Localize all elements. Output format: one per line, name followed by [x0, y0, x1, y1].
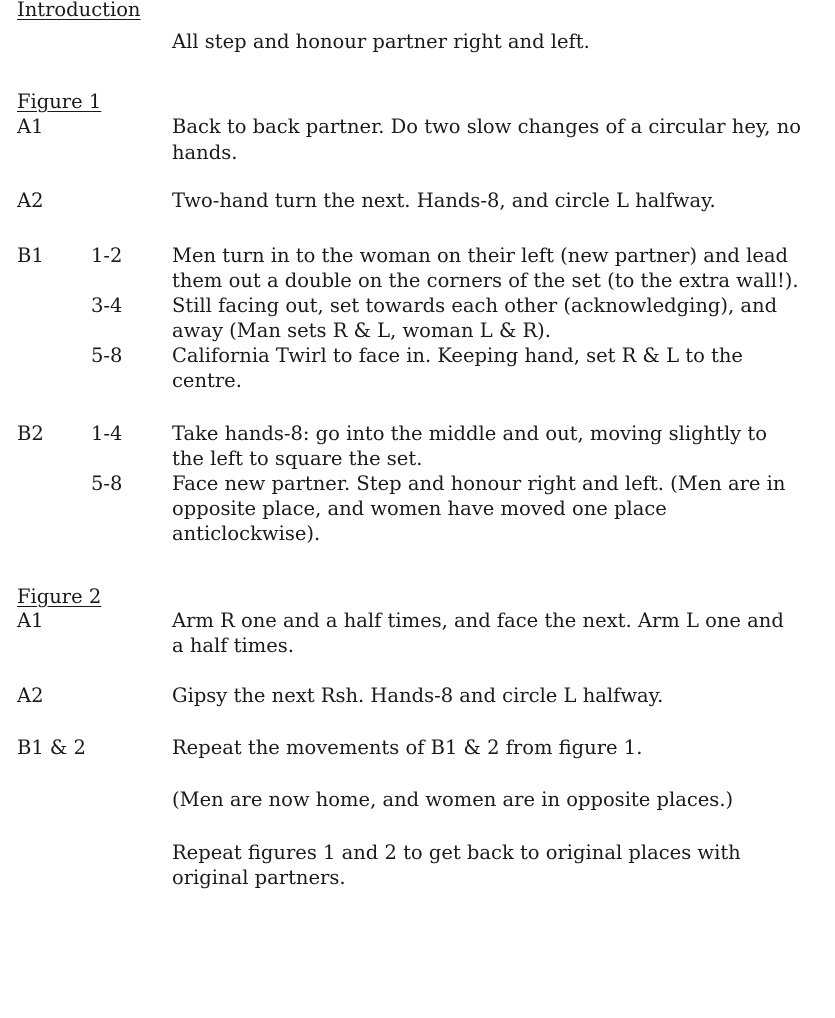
final-instruction-line-2: original partners. [172, 866, 346, 889]
figure-1-b1-bars-1-2: 1-2 [91, 244, 123, 267]
figure-1-b2-c2-line-2: opposite place, and women have moved one place [172, 497, 667, 520]
figure-1-b1-c1-line-1: Men turn in to the woman on their left (new partner) and lead [172, 244, 789, 267]
figure-1-b1-c2-line-2: away (Man sets R & L, woman L & R). [172, 319, 551, 342]
figure-2-heading: Figure 2 [17, 585, 102, 608]
figure-1-b1-bars-5-8: 5-8 [91, 344, 123, 367]
figure-2-a1-label: A1 [17, 609, 44, 632]
figure-1-b2-bars-5-8: 5-8 [91, 472, 123, 495]
figure-1-a1-line-2: hands. [172, 141, 238, 164]
figure-1-a1-line-1: Back to back partner. Do two slow changes of a circular hey, no [172, 115, 801, 138]
introduction-heading: Introduction [17, 0, 141, 21]
figure-1-b1-bars-3-4: 3-4 [91, 294, 123, 317]
figure-1-b2-c2-line-1: Face new partner. Step and honour right and left. (Men are in [172, 472, 786, 495]
figure-1-b2-label: B2 [17, 422, 44, 445]
figure-1-b2-c1-line-1: Take hands-8: go into the middle and out, moving slightly to [172, 422, 767, 445]
figure-1-b1-c3-line-2: centre. [172, 369, 242, 392]
figure-2-a1-line-1: Arm R one and a half times, and face the next. Arm L one and [172, 609, 784, 632]
figure-1-b2-bars-1-4: 1-4 [91, 422, 123, 445]
figure-2-a1-line-2: a half times. [172, 634, 294, 657]
figure-1-a2-label: A2 [17, 189, 44, 212]
figure-2-note: (Men are now home, and women are in opposite places.) [172, 788, 734, 811]
figure-1-b1-label: B1 [17, 244, 44, 267]
figure-2-b1-2-label: B1 & 2 [17, 736, 86, 759]
figure-1-a2-line-1: Two-hand turn the next. Hands-8, and circle L halfway. [172, 189, 716, 212]
figure-1-b2-c1-line-2: the left to square the set. [172, 447, 423, 470]
figure-2-b1-2-line-1: Repeat the movements of B1 & 2 from figure 1. [172, 736, 643, 759]
introduction-text: All step and honour partner right and left. [172, 30, 590, 53]
figure-1-b1-c2-line-1: Still facing out, set towards each other (acknowledging), and [172, 294, 778, 317]
figure-1-a1-label: A1 [17, 115, 44, 138]
figure-1-b1-c1-line-2: them out a double on the corners of the set (to the extra wall!). [172, 269, 799, 292]
figure-2-a2-label: A2 [17, 684, 44, 707]
figure-2-a2-line-1: Gipsy the next Rsh. Hands-8 and circle L halfway. [172, 684, 664, 707]
final-instruction-line-1: Repeat figures 1 and 2 to get back to original places with [172, 841, 741, 864]
figure-1-b1-c3-line-1: California Twirl to face in. Keeping hand, set R & L to the [172, 344, 743, 367]
figure-1-heading: Figure 1 [17, 90, 102, 113]
figure-1-b2-c2-line-3: anticlockwise). [172, 522, 321, 545]
